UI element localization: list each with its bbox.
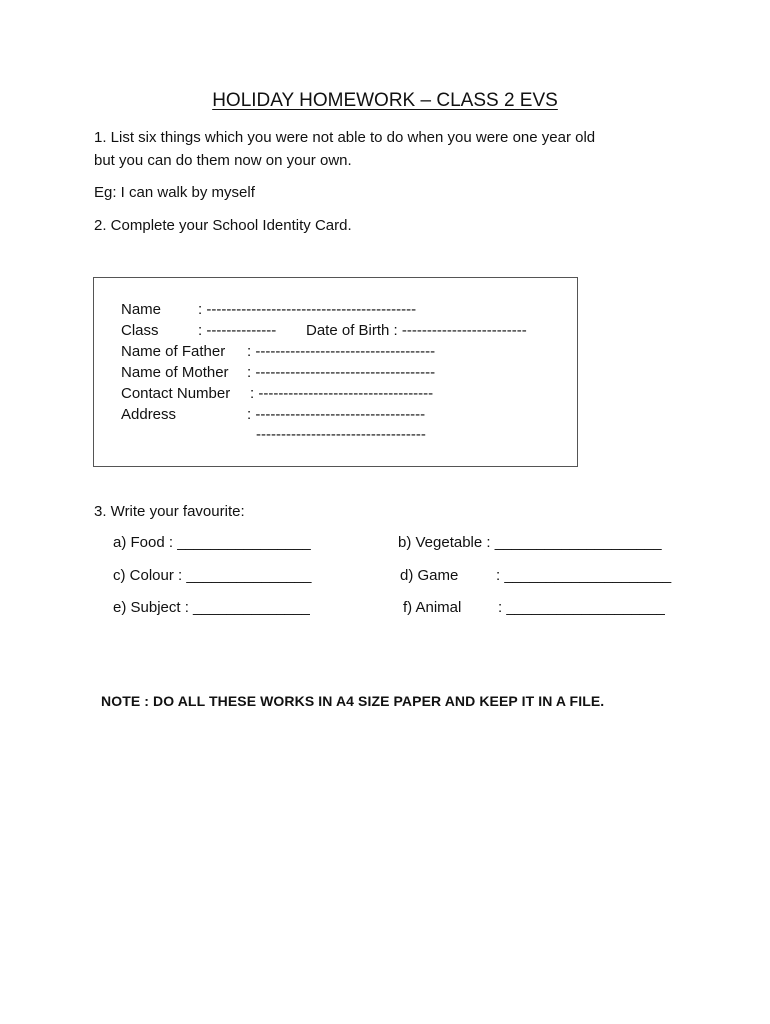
- page-title: HOLIDAY HOMEWORK – CLASS 2 EVS: [212, 90, 558, 111]
- favourite-vegetable: b) Vegetable : ____________________: [398, 534, 662, 551]
- id-address-blank-line-2: ----------------------------------: [256, 426, 426, 443]
- id-dob-field: Date of Birth : -------------------------: [306, 322, 527, 339]
- favourite-animal-blank: : ___________________: [498, 599, 665, 616]
- id-name-blank: : ------------------------------------------: [198, 301, 417, 318]
- example-text: Eg: I can walk by myself: [94, 184, 255, 201]
- id-address-label: Address: [121, 406, 177, 423]
- question-2: 2. Complete your School Identity Card.: [94, 217, 352, 234]
- id-contact-blank: : -----------------------------------: [250, 385, 434, 402]
- favourite-animal-label: f) Animal: [403, 599, 462, 616]
- favourite-game-label: d) Game: [400, 567, 459, 584]
- id-father-blank: : ------------------------------------: [247, 343, 436, 360]
- id-father-label: Name of Father: [121, 343, 226, 360]
- id-name-label: Name: [121, 301, 162, 318]
- favourite-subject: e) Subject : ______________: [113, 599, 310, 616]
- id-mother-label: Name of Mother: [121, 364, 229, 381]
- note-text: NOTE : DO ALL THESE WORKS IN A4 SIZE PAPER AND KEEP IT IN A FILE.: [101, 693, 605, 709]
- question-1-line-2: but you can do them now on your own.: [94, 152, 352, 169]
- id-class-blank: : --------------: [198, 322, 277, 339]
- id-mother-blank: : ------------------------------------: [247, 364, 436, 381]
- favourite-food: a) Food : ________________: [113, 534, 311, 551]
- id-address-blank: : ----------------------------------: [247, 406, 426, 423]
- favourite-colour: c) Colour : _______________: [113, 567, 312, 584]
- question-3: 3. Write your favourite:: [94, 503, 245, 520]
- question-1-line-1: 1. List six things which you were not able to do when you were one year old: [94, 129, 596, 146]
- id-class-label: Class: [121, 322, 159, 339]
- id-contact-label: Contact Number: [121, 385, 231, 402]
- favourite-game-blank: : ____________________: [496, 567, 672, 584]
